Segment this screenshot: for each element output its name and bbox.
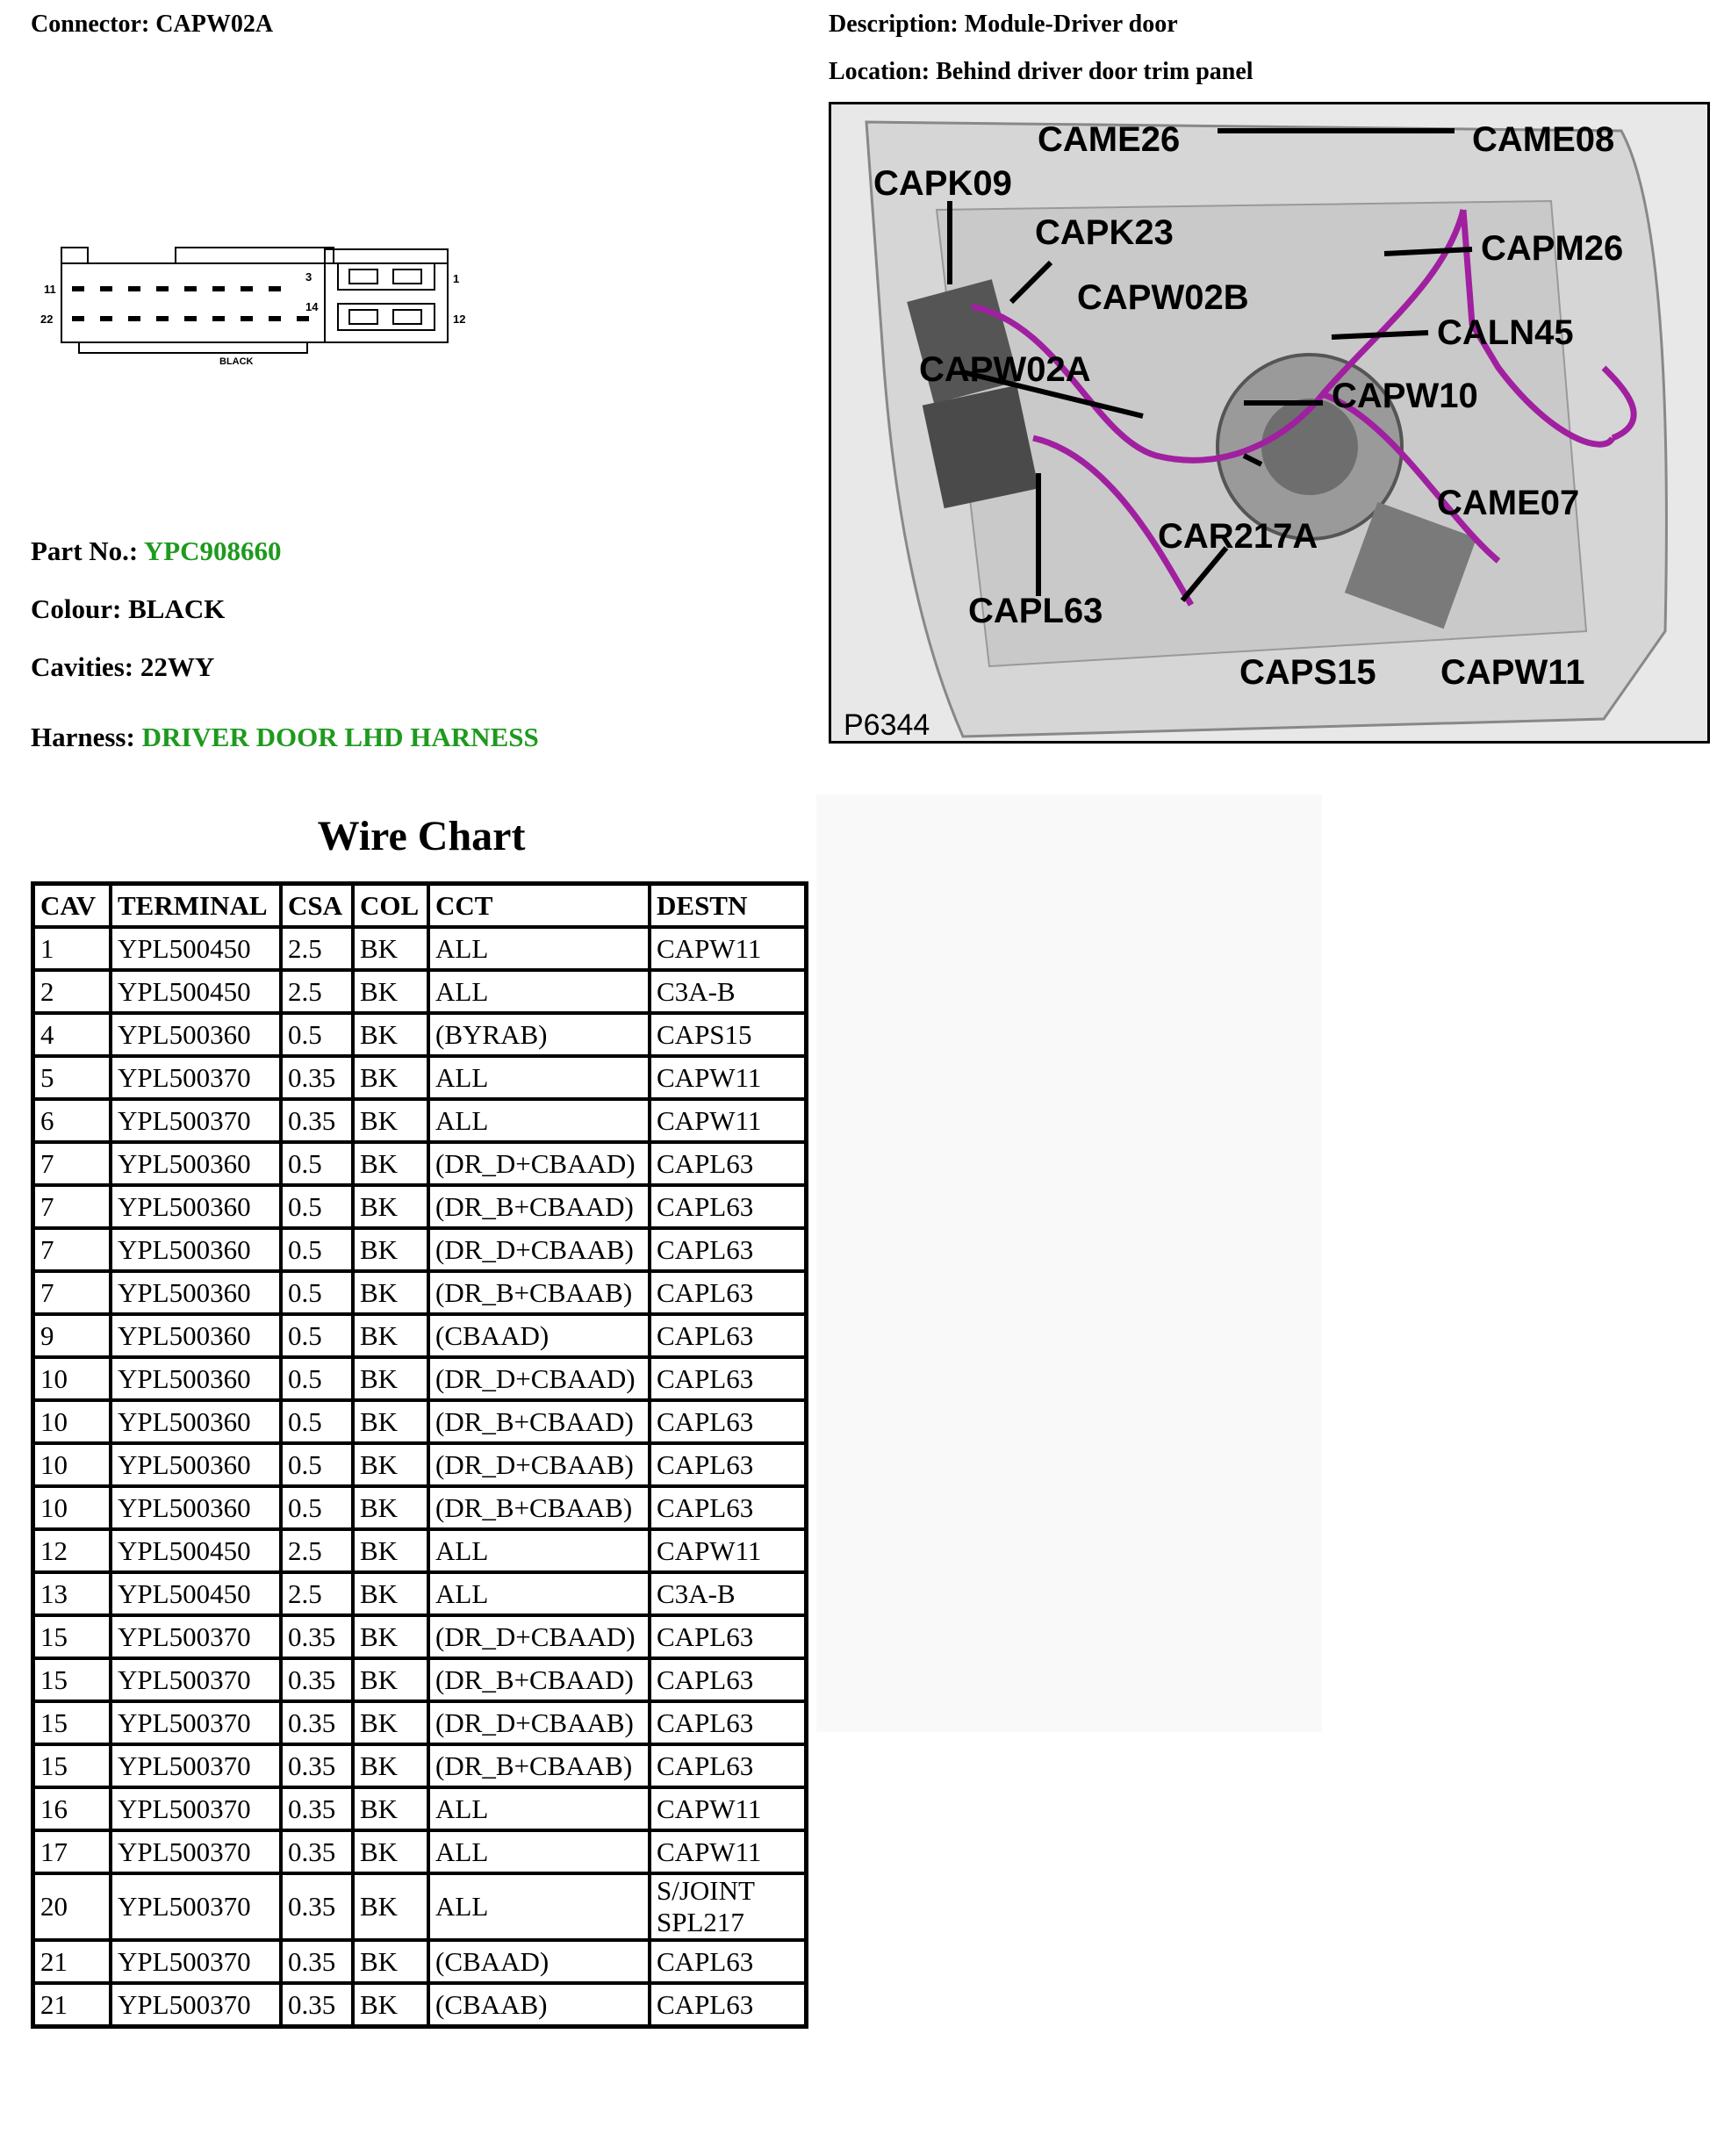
cell-destn: CAPW11 <box>650 1529 806 1572</box>
table-row <box>33 1529 806 1572</box>
cell-terminal: YPL500370 <box>111 1615 281 1658</box>
cell-cav: 10 <box>33 1486 111 1529</box>
cell-cav: 21 <box>33 1940 111 1983</box>
cell-col: BK <box>353 1658 428 1701</box>
cell-destn: CAPL63 <box>650 1615 806 1658</box>
cell-destn: CAPL63 <box>650 1357 806 1400</box>
cell-cav: 9 <box>33 1314 111 1357</box>
table-row <box>33 1486 806 1529</box>
cell-terminal: YPL500450 <box>111 1529 281 1572</box>
cell-col: BK <box>353 1013 428 1056</box>
cell-col: BK <box>353 1787 428 1830</box>
table-row <box>33 1873 806 1940</box>
table-row <box>33 1056 806 1099</box>
cell-csa: 0.5 <box>281 1271 353 1314</box>
connector-colour-text: BLACK <box>219 356 254 367</box>
cell-terminal: YPL500370 <box>111 1056 281 1099</box>
table-row <box>33 1142 806 1185</box>
table-row <box>33 1443 806 1486</box>
table-row <box>33 1185 806 1228</box>
cell-terminal: YPL500370 <box>111 1744 281 1787</box>
pin-label-22: 22 <box>40 313 54 326</box>
cell-destn: CAPL63 <box>650 1400 806 1443</box>
connector-line <box>31 11 273 39</box>
cell-cav: 20 <box>33 1873 111 1940</box>
callout-capl63: CAPL63 <box>968 592 1103 630</box>
cell-csa: 0.5 <box>281 1443 353 1486</box>
cell-terminal: YPL500370 <box>111 1099 281 1142</box>
wire-chart-title: Wire Chart <box>317 813 526 859</box>
cell-col: BK <box>353 1873 428 1940</box>
cell-terminal: YPL500450 <box>111 927 281 970</box>
cell-cct: ALL <box>428 1099 650 1142</box>
cell-cct: (DR_D+CBAAB) <box>428 1443 650 1486</box>
location-image <box>829 102 1710 744</box>
blank-panel <box>816 794 1322 1732</box>
table-row <box>33 1615 806 1658</box>
location-label: Location: <box>829 58 930 85</box>
cell-terminal: YPL500360 <box>111 1185 281 1228</box>
cell-cct: (DR_D+CBAAD) <box>428 1357 650 1400</box>
cell-col: BK <box>353 1529 428 1572</box>
cell-csa: 0.35 <box>281 1701 353 1744</box>
cell-destn: CAPL63 <box>650 1486 806 1529</box>
cell-terminal: YPL500360 <box>111 1314 281 1357</box>
cell-destn: CAPS15 <box>650 1013 806 1056</box>
callout-capw02b: CAPW02B <box>1077 278 1249 317</box>
cell-terminal: YPL500360 <box>111 1443 281 1486</box>
pin-label-11: 11 <box>44 283 56 296</box>
table-row <box>33 970 806 1013</box>
callout-car217a: CAR217A <box>1158 517 1318 556</box>
cell-col: BK <box>353 1271 428 1314</box>
cell-destn: CAPW11 <box>650 927 806 970</box>
cell-cav: 7 <box>33 1228 111 1271</box>
cell-destn: CAPW11 <box>650 1056 806 1099</box>
table-header-row <box>33 884 806 927</box>
cell-cav: 15 <box>33 1744 111 1787</box>
table-row <box>33 1228 806 1271</box>
column-header-col: COL <box>353 884 428 927</box>
description-value: Module-Driver door <box>964 11 1178 38</box>
cell-cct: ALL <box>428 1056 650 1099</box>
cell-col: BK <box>353 1486 428 1529</box>
location-line <box>829 58 1253 86</box>
cell-destn: CAPL63 <box>650 1142 806 1185</box>
cell-cct: (DR_B+CBAAB) <box>428 1486 650 1529</box>
description-label: Description: <box>829 11 959 38</box>
cell-cav: 4 <box>33 1013 111 1056</box>
table-row <box>33 1701 806 1744</box>
cell-cct: (DR_D+CBAAB) <box>428 1701 650 1744</box>
cell-terminal: YPL500450 <box>111 1572 281 1615</box>
cell-col: BK <box>353 1701 428 1744</box>
cell-terminal: YPL500360 <box>111 1486 281 1529</box>
table-row <box>33 1099 806 1142</box>
cell-csa: 2.5 <box>281 927 353 970</box>
cell-cav: 10 <box>33 1357 111 1400</box>
cell-cct: (DR_D+CBAAB) <box>428 1228 650 1271</box>
cell-csa: 0.35 <box>281 1873 353 1940</box>
table-row <box>33 1744 806 1787</box>
cell-cct: ALL <box>428 1572 650 1615</box>
cell-col: BK <box>353 927 428 970</box>
cell-destn: CAPL63 <box>650 1314 806 1357</box>
cell-cct: (CBAAB) <box>428 1983 650 2026</box>
table-row <box>33 1400 806 1443</box>
cell-csa: 0.35 <box>281 1787 353 1830</box>
cell-cct: ALL <box>428 970 650 1013</box>
cell-col: BK <box>353 1228 428 1271</box>
cell-cct: ALL <box>428 1873 650 1940</box>
cell-cav: 7 <box>33 1142 111 1185</box>
table-row <box>33 1572 806 1615</box>
cell-csa: 0.35 <box>281 1099 353 1142</box>
cavities-label: Cavities: <box>31 651 134 682</box>
cell-csa: 2.5 <box>281 970 353 1013</box>
cell-csa: 0.35 <box>281 1830 353 1873</box>
cell-terminal: YPL500370 <box>111 1983 281 2026</box>
cell-destn: CAPL63 <box>650 1185 806 1228</box>
column-header-cav: CAV <box>33 884 111 927</box>
cell-destn: C3A-B <box>650 970 806 1013</box>
connector-value: CAPW02A <box>155 11 274 38</box>
cell-cct: (DR_B+CBAAB) <box>428 1744 650 1787</box>
cavities-value: 22WY <box>140 651 215 682</box>
cavities-line <box>31 651 214 683</box>
cell-col: BK <box>353 1443 428 1486</box>
cell-csa: 0.5 <box>281 1400 353 1443</box>
part-no-link[interactable]: YPC908660 <box>143 535 282 566</box>
table-row <box>33 1314 806 1357</box>
cell-cct: (BYRAB) <box>428 1013 650 1056</box>
callout-capk09: CAPK09 <box>873 164 1012 203</box>
location-value: Behind driver door trim panel <box>936 58 1253 85</box>
callout-came08: CAME08 <box>1472 120 1615 159</box>
cell-col: BK <box>353 970 428 1013</box>
connector-label: Connector: <box>31 11 150 38</box>
cell-terminal: YPL500360 <box>111 1357 281 1400</box>
cell-terminal: YPL500360 <box>111 1142 281 1185</box>
cell-col: BK <box>353 1983 428 2026</box>
cell-csa: 0.5 <box>281 1185 353 1228</box>
cell-csa: 0.5 <box>281 1357 353 1400</box>
cell-destn: CAPL63 <box>650 1940 806 1983</box>
cell-cav: 15 <box>33 1701 111 1744</box>
cell-cct: (DR_B+CBAAD) <box>428 1185 650 1228</box>
table-row <box>33 1357 806 1400</box>
callout-came26: CAME26 <box>1038 120 1181 159</box>
table-row <box>33 1983 806 2026</box>
cell-destn: CAPL63 <box>650 1228 806 1271</box>
callout-caln45: CALN45 <box>1437 313 1574 352</box>
table-row <box>33 927 806 970</box>
cell-col: BK <box>353 1056 428 1099</box>
cell-col: BK <box>353 1314 428 1357</box>
cell-destn: CAPL63 <box>650 1271 806 1314</box>
cell-cav: 17 <box>33 1830 111 1873</box>
harness-label: Harness: <box>31 722 135 752</box>
cell-destn: CAPL63 <box>650 1443 806 1486</box>
cell-terminal: YPL500370 <box>111 1787 281 1830</box>
cell-cav: 16 <box>33 1787 111 1830</box>
cell-destn: S/JOINT SPL217 <box>650 1873 806 1940</box>
cell-cct: (DR_B+CBAAD) <box>428 1400 650 1443</box>
cell-csa: 0.5 <box>281 1142 353 1185</box>
cell-terminal: YPL500370 <box>111 1658 281 1701</box>
table-row <box>33 1830 806 1873</box>
cell-destn: C3A-B <box>650 1572 806 1615</box>
cell-terminal: YPL500360 <box>111 1400 281 1443</box>
cell-cav: 5 <box>33 1056 111 1099</box>
cell-cav: 15 <box>33 1615 111 1658</box>
column-header-destn: DESTN <box>650 884 806 927</box>
part-no-line <box>31 535 282 567</box>
callout-came07: CAME07 <box>1437 484 1580 522</box>
cell-terminal: YPL500360 <box>111 1013 281 1056</box>
cell-col: BK <box>353 1357 428 1400</box>
table-row <box>33 1658 806 1701</box>
cell-cct: ALL <box>428 1830 650 1873</box>
description-line <box>829 11 1178 39</box>
cell-destn: CAPW11 <box>650 1787 806 1830</box>
pin-label-3: 3 <box>305 270 312 284</box>
cell-cav: 12 <box>33 1529 111 1572</box>
connector-face-diagram <box>26 237 465 369</box>
cell-destn: CAPL63 <box>650 1658 806 1701</box>
table-row <box>33 1940 806 1983</box>
cell-terminal: YPL500360 <box>111 1271 281 1314</box>
table-row <box>33 1271 806 1314</box>
cell-terminal: YPL500370 <box>111 1701 281 1744</box>
callout-capw11: CAPW11 <box>1440 653 1585 692</box>
cell-destn: CAPW11 <box>650 1099 806 1142</box>
cell-col: BK <box>353 1615 428 1658</box>
cell-cav: 6 <box>33 1099 111 1142</box>
colour-label: Colour: <box>31 593 122 624</box>
cell-col: BK <box>353 1185 428 1228</box>
cell-csa: 0.5 <box>281 1314 353 1357</box>
cell-csa: 2.5 <box>281 1572 353 1615</box>
cell-csa: 0.35 <box>281 1658 353 1701</box>
callout-capw02a: CAPW02A <box>919 350 1091 389</box>
cell-cav: 1 <box>33 927 111 970</box>
cell-col: BK <box>353 1099 428 1142</box>
cell-csa: 0.35 <box>281 1983 353 2026</box>
callout-capw10: CAPW10 <box>1332 377 1478 415</box>
cell-destn: CAPW11 <box>650 1830 806 1873</box>
column-header-cct: CCT <box>428 884 650 927</box>
cell-csa: 0.35 <box>281 1056 353 1099</box>
cell-cct: (DR_D+CBAAD) <box>428 1615 650 1658</box>
cell-terminal: YPL500370 <box>111 1873 281 1940</box>
harness-link[interactable]: DRIVER DOOR LHD HARNESS <box>141 722 539 752</box>
cell-csa: 0.35 <box>281 1615 353 1658</box>
cell-terminal: YPL500370 <box>111 1940 281 1983</box>
colour-line <box>31 593 225 625</box>
cell-destn: CAPL63 <box>650 1983 806 2026</box>
cell-col: BK <box>353 1744 428 1787</box>
callout-capm26: CAPM26 <box>1481 229 1624 268</box>
cell-col: BK <box>353 1142 428 1185</box>
cell-col: BK <box>353 1572 428 1615</box>
cell-cct: ALL <box>428 927 650 970</box>
cell-csa: 0.5 <box>281 1486 353 1529</box>
cell-csa: 0.35 <box>281 1940 353 1983</box>
cell-destn: CAPL63 <box>650 1744 806 1787</box>
cell-csa: 0.35 <box>281 1744 353 1787</box>
cell-col: BK <box>353 1940 428 1983</box>
cell-col: BK <box>353 1400 428 1443</box>
callout-capk23: CAPK23 <box>1035 213 1174 252</box>
cell-cav: 15 <box>33 1658 111 1701</box>
colour-value: BLACK <box>128 593 226 624</box>
cell-cav: 13 <box>33 1572 111 1615</box>
cell-csa: 2.5 <box>281 1529 353 1572</box>
cell-cct: (DR_B+CBAAB) <box>428 1271 650 1314</box>
cell-col: BK <box>353 1830 428 1873</box>
cell-terminal: YPL500370 <box>111 1830 281 1873</box>
table-row <box>33 1013 806 1056</box>
cell-csa: 0.5 <box>281 1013 353 1056</box>
cell-cct: (DR_D+CBAAD) <box>428 1142 650 1185</box>
cell-cav: 10 <box>33 1443 111 1486</box>
cell-terminal: YPL500360 <box>111 1228 281 1271</box>
harness-line <box>31 722 539 753</box>
cell-cav: 2 <box>33 970 111 1013</box>
cell-cav: 21 <box>33 1983 111 2026</box>
cell-destn: CAPL63 <box>650 1701 806 1744</box>
pin-label-1: 1 <box>453 272 460 285</box>
cell-cct: ALL <box>428 1787 650 1830</box>
cell-cct: (CBAAD) <box>428 1314 650 1357</box>
cell-cct: (CBAAD) <box>428 1940 650 1983</box>
cell-cct: ALL <box>428 1529 650 1572</box>
cell-csa: 0.5 <box>281 1228 353 1271</box>
cell-terminal: YPL500450 <box>111 970 281 1013</box>
part-no-label: Part No.: <box>31 535 139 566</box>
cell-cav: 7 <box>33 1185 111 1228</box>
pin-label-14: 14 <box>305 300 319 313</box>
table-row <box>33 1787 806 1830</box>
column-header-terminal: TERMINAL <box>111 884 281 927</box>
pin-label-12: 12 <box>453 313 465 326</box>
cell-cct: (DR_B+CBAAD) <box>428 1658 650 1701</box>
callout-caps15: CAPS15 <box>1239 653 1376 692</box>
column-header-csa: CSA <box>281 884 353 927</box>
cell-cav: 7 <box>33 1271 111 1314</box>
wire-chart-table <box>31 881 808 2029</box>
image-code: P6344 <box>844 708 930 742</box>
cell-cav: 10 <box>33 1400 111 1443</box>
